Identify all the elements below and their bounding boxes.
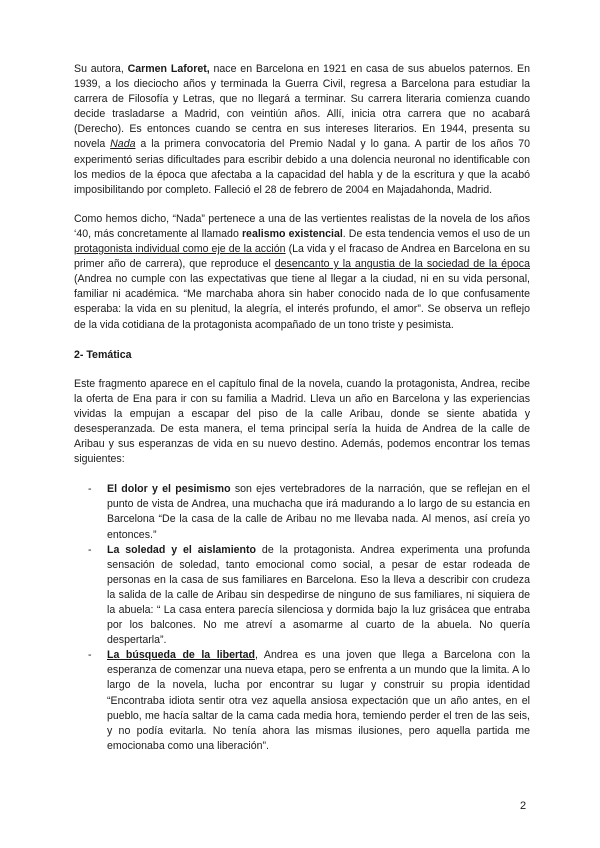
page-number: 2 <box>520 800 527 812</box>
list-item-text: El dolor y el pesimismo son ejes vertebradores de la narración, que se reflejan en el punto de vista de Andrea, una muchacha que irá madurando a lo largo de su estancia en Barcelona “De la casa de la calle de Aribau no me llevaba nada. Al menos, así creía yo entonces.” <box>107 483 530 541</box>
fragment-paragraph: Este fragmento aparece en el capítulo final de la novela, cuando la protagonista, Andrea, recibe la oferta de Ena para ir con su familia a Madrid. Lleva un año en Barcelona y las experiencias vividas la empujan a escapar del piso de la calle Aribau, donde se siente abatida y desesperanzada. De esta manera, el tema principal sería la huida de Andrea de la calle de Aribau y sus esperanzas de vida en su nuevo destino. Además, podemos encontrar los temas siguientes: <box>74 377 530 466</box>
section-heading-tematica: 2- Temática <box>74 348 132 361</box>
list-item <box>88 648 530 754</box>
realism-paragraph: Como hemos dicho, “Nada” pertenece a una de las vertientes realistas de la novela de los años ‘40, más concretamente al llamado realismo existencial. De esta tendencia vemos el uso de un protagonista individual como eje de la acción (La vida y el fracaso de Andrea en Barcelona en su primer año de carrera), que reproduce el desencanto y la angustia de la sociedad de la época (Andrea no cumple con las expectativas que tiene al llegar a la ciudad, ni en su vida personal, familiar ni académica. “Me marchaba ahora sin haber conocido nada de lo que confusamente esperaba: la vida en su plenitud, la alegría, el interés profundo, el amor”. Se observa un reflejo de la vida cotidiana de la protagonista acompañado de un tono triste y pesimista. <box>74 212 530 331</box>
themes-list <box>74 482 530 754</box>
list-item <box>88 482 530 542</box>
list-item-text: La soledad y el aislamiento de la protagonista. Andrea experimenta una profunda sensación de soledad, tanto emocional como social, a pesar de estar rodeada de personas en la casa de sus familiares en Barcelona. Eso la lleva a describir con crudeza la salida de la calle de Aribau sin despedirse de ninguno de sus familiares, ni siquiera de la abuela: “ La casa entera parecía silenciosa y dormida bajo la luz grisácea que entraba por los balcones. No me atreví a asomarme al cuarto de la abuela. No quería despertarla”. <box>107 543 530 647</box>
list-item-text: La búsqueda de la libertad, Andrea es una joven que llega a Barcelona con la esperanza de comenzar una nueva etapa, pero se enfrenta a un mundo que la limita. A lo largo de la novela, lucha por encontrar su lugar y construir su propia identidad “Encontraba idiota sentir otra vez aquella ansiosa expectación que un año antes, en el pueblo, me hacía saltar de la cama cada media hora, temiendo perder el tren de las seis, y no podía evitarla. No tenía ahora las mismas ilusiones, pero aquella partida me emocionaba como una liberación”. <box>107 649 530 752</box>
bullet-dash: - <box>88 543 92 556</box>
bullet-dash: - <box>88 483 92 496</box>
document-page <box>74 62 530 754</box>
author-paragraph: Su autora, Carmen Laforet, nace en Barcelona en 1921 en casa de sus abuelos paternos. En 1939, a los dieciocho años y terminada la Guerra Civil, regresa a Barcelona para estudiar la carrera de Filosofía y Letras, que no llegará a terminar. Su carrera literaria comienza cuando decide trasladarse a Madrid, con veintiún años. Allí, inicia otra carrera que no acabará (Derecho). Es entonces cuando se centra en sus intereses literarios. En 1944, presenta su novela Nada a la primera convocatoria del Premio Nadal y lo gana. A partir de los años 70 experimentó serias dificultades para escribir debido a una dolencia neuronal no identificable con los medios de la época que afectaba a la capacidad del habla y de la escritura y que la acabó imposibilitando por completo. Falleció el 28 de febrero de 2004 en Majadahonda, Madrid. <box>74 63 530 196</box>
list-item <box>88 543 530 649</box>
bullet-dash: - <box>88 649 92 662</box>
